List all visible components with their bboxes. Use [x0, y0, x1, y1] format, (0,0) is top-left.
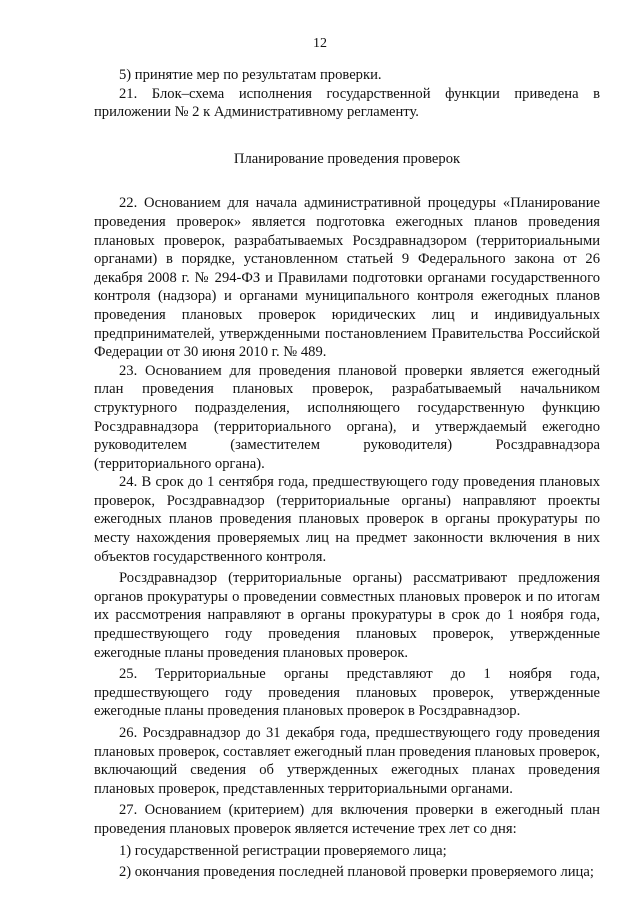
page-number: 12: [313, 36, 327, 51]
paragraph-21: 21. Блок–схема исполнения государственной функции приведена в приложении № 2 к Административному регламенту.: [94, 85, 600, 121]
paragraph-22: 22. Основанием для начала административной процедуры «Планирование проведения проверок» является подготовка ежегодных планов проведения плановых проверок, разрабатываемых Росздравнадзором (территориальными органами) в порядке, установленном статьей 9 Федерального закона от 26 декабря 2008 г. № 294-ФЗ и Правилами подготовки органами государственного контроля (надзора) и органами муниципального контроля ежегодных планов проведения плановых проверок юридических лиц и индивидуальных предпринимателей, утвержденными постановлением Правительства Российской Федерации от 30 июня 2010 г. № 489.: [94, 195, 600, 361]
paragraph-23: 23. Основанием для проведения плановой проверки является ежегодный план проведения плановых проверок, разрабатываемый начальником структурного подразделения, исполняющего государственную функцию Росздравнадзора (территориального органа), и утверждаемый ежегодно руководителем (заместителем руководителя) Росздравнадзора (территориального органа).: [94, 362, 600, 472]
paragraph-24: 24. В срок до 1 сентября года, предшествующего году проведения плановых проверок, Росздравнадзор (территориальные органы) направляют проекты ежегодных планов проведения плановых проверок в органы прокуратуры по месту нахождения проверяемых лиц на предмет законности включения в них объектов государственного контроля.: [94, 474, 600, 565]
paragraph-27: 27. Основанием (критерием) для включения проверки в ежегодный план проведения плановых проверок является истечение трех лет со дня:: [94, 802, 600, 837]
document-body: [94, 66, 600, 882]
paragraph-25: 25. Территориальные органы представляют до 1 ноября года, предшествующего году проведения плановых проверок, утвержденные ежегодные планы проведения плановых проверок в Росздравнадзор.: [94, 666, 600, 720]
list-item-1: 1) государственной регистрации проверяемого лица;: [119, 842, 447, 859]
paragraph-24-continued: Росздравнадзор (территориальные органы) рассматривают предложения органов прокуратуры о проведении совместных плановых проверок и по итогам их рассмотрения направляют в органы прокуратуры в срок до 1 ноября года, предшествующего году проведения плановых проверок, утвержденные ежегодные планы проведения плановых проверок.: [94, 570, 600, 661]
paragraph-26: 26. Росздравнадзор до 31 декабря года, предшествующего году проведения плановых проверок, составляет ежегодный план проведения плановых проверок, включающий сведения об утвержденных ежегодных планах проведения плановых проверок, представленных территориальными органами.: [94, 725, 600, 797]
section-heading: Планирование проведения проверок: [233, 150, 461, 167]
paragraph-item-5: 5) принятие мер по результатам проверки.: [119, 67, 382, 83]
list-item-2: 2) окончания проведения последней плановой проверки проверяемого лица;: [119, 864, 594, 881]
